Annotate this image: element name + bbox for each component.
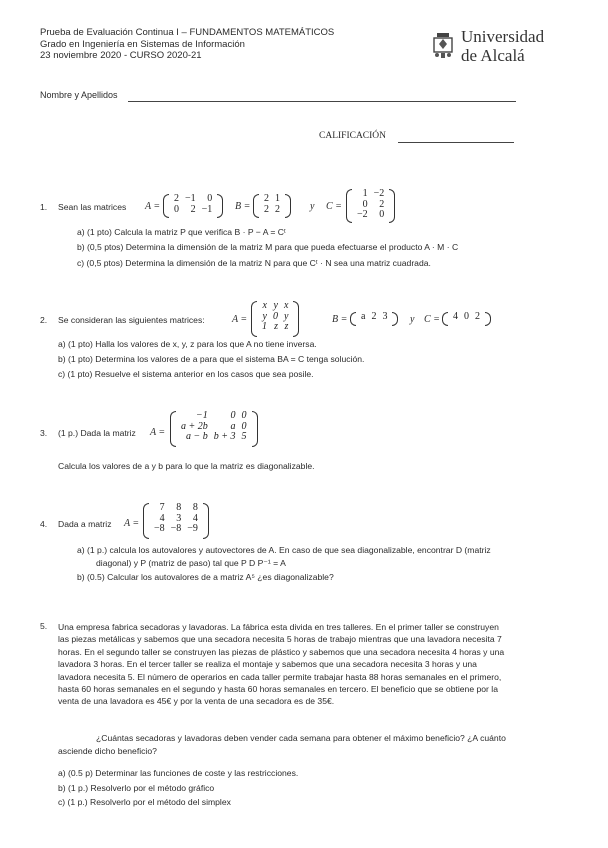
q2-intro: Se consideran las siguientes matrices:	[58, 315, 205, 325]
matrix-entry: 2	[190, 203, 196, 215]
matrix-entry: 1	[275, 193, 280, 204]
matrix-entry: 0	[207, 193, 213, 204]
q1-B-label: B =	[235, 201, 251, 212]
q1-intro: Sean las matrices	[58, 202, 127, 212]
matrix-entry: 0	[362, 198, 368, 210]
q4-number: 4.	[40, 519, 48, 529]
header-date: 23 noviembre 2020 - CURSO 2020-21	[40, 50, 202, 61]
q3-intro: (1 p.) Dada la matriz	[58, 428, 136, 438]
matrix-entry: −8	[170, 523, 182, 534]
matrix-entry: 2	[275, 203, 280, 215]
matrix-entry: 2	[174, 193, 179, 204]
matrix-entry: 0	[241, 410, 247, 421]
q5-line: venta de una lavadora es 45€ y por la venta de una secadora es de 35€.	[58, 696, 335, 707]
matrix-entry: x	[284, 300, 289, 311]
matrix-entry: a − b	[186, 431, 208, 442]
university-name: Universidad de Alcalá	[461, 27, 545, 65]
q1-matrix-A	[163, 194, 223, 218]
q2-matrix-B	[350, 312, 398, 326]
q2-matrix-A	[251, 301, 299, 337]
matrix-entry: −8	[154, 523, 165, 534]
matrix-entry: 3	[176, 512, 182, 524]
name-field[interactable]	[128, 101, 516, 102]
matrix-entry: 1	[362, 188, 368, 199]
q1-number: 1.	[40, 202, 48, 212]
matrix-entry: 4	[159, 512, 165, 524]
q4-part-a-line2: diagonal) y P (matriz de paso) tal que P D P⁻¹ = A	[96, 558, 286, 568]
matrix-entry: −1	[201, 203, 213, 215]
grade-label: CALIFICACIÓN	[319, 131, 387, 141]
matrix-entry: −1	[196, 410, 208, 421]
matrix-entry: −2	[357, 209, 368, 220]
university-crest-icon	[428, 30, 458, 60]
matrix-entry: z	[284, 321, 289, 332]
q1-and: y	[310, 201, 315, 212]
matrix-entry: 8	[192, 502, 198, 513]
q5-line: lavadora 3 horas. En el tercer taller se realiza el montaje y sabemos que una secadora necesita 3 horas y una	[58, 659, 477, 670]
q5-number: 5.	[40, 621, 48, 631]
university-logo	[428, 30, 458, 65]
matrix-entry: 0	[273, 310, 278, 322]
matrix-entry: y	[284, 310, 289, 322]
q2-and: y	[410, 314, 415, 325]
matrix-entry: 3	[382, 311, 388, 322]
q1-A-label: A =	[145, 201, 161, 212]
matrix-entry: 8	[176, 502, 182, 513]
q2-A-label: A =	[232, 314, 248, 325]
exam-header	[40, 27, 334, 62]
q4-part-b: b) (0.5) Calcular los autovalores de a matriz A⁵ ¿es diagonalizable?	[77, 572, 334, 582]
q2-part-a: a) (1 pto) Halla los valores de x, y, z para los que A no tiene inversa.	[58, 339, 317, 349]
matrix-entry: 2	[264, 203, 269, 215]
matrix-entry: 1	[262, 321, 267, 332]
q4-A-label: A =	[124, 518, 140, 529]
q5-line: las piezas metálicas y sabemos que una secadora necesita 5 horas de trabajo mientras que una lavadora necesita 7	[58, 634, 502, 645]
matrix-entry: x	[262, 300, 267, 311]
matrix-entry: 4	[192, 512, 198, 524]
q5-part-c: c) (1 p.) Resolverlo por el método del simplex	[58, 797, 231, 807]
q1-part-a: a) (1 pto) Calcula la matriz P que verifica B · P − A = Cᵗ	[77, 227, 286, 237]
matrix-entry: a + 2b	[181, 420, 208, 432]
matrix-entry: 2	[475, 311, 480, 322]
name-label: Nombre y Apellidos	[40, 90, 118, 100]
matrix-entry: 4	[453, 311, 458, 322]
matrix-entry: 0	[230, 410, 236, 421]
matrix-entry: z	[274, 321, 278, 332]
q1-matrix-C	[346, 189, 395, 223]
q2-C-label: C =	[424, 314, 440, 325]
matrix-entry: 0	[241, 420, 247, 432]
matrix-entry: −9	[187, 523, 198, 534]
matrix-entry: −1	[185, 193, 196, 204]
q3-matrix-A	[170, 411, 258, 447]
q2-part-b: b) (1 pto) Determina los valores de a para que el sistema BA = C tenga solución.	[58, 354, 365, 364]
matrix-entry: 0	[464, 311, 469, 322]
matrix-entry: 2	[264, 193, 269, 204]
q5-part-a: a) (0.5 p) Determinar las funciones de coste y las restricciones.	[58, 768, 299, 778]
q5-question-line2: asciende dicho beneficio?	[58, 746, 157, 756]
grade-field[interactable]	[398, 142, 514, 143]
q5-question-line1: ¿Cuántas secadoras y lavadoras deben vender cada semana para obtener el máximo beneficio? ¿A cuánto	[96, 733, 506, 743]
matrix-entry: 5	[241, 431, 247, 442]
matrix-entry: a	[361, 311, 366, 322]
q5-line: horas. En el segundo taller se construyen las piezas de plástico y sabemos que una secadora necesita 4 horas y una	[58, 646, 505, 657]
q3-text: Calcula los valores de a y b para lo que la matriz es diagonalizable.	[58, 461, 315, 471]
matrix-entry: 0	[379, 209, 385, 220]
matrix-entry: 2	[379, 198, 385, 210]
header-title: Prueba de Evaluación Continua I – FUNDAMENTOS MATEMÁTICOS	[40, 27, 335, 38]
q5-line: hasta 60 horas semanales en el segundo y hasta 60 horas semanales en tercero. El beneficio que se obtiene por la	[58, 684, 498, 695]
q2-part-c: c) (1 pto) Resuelve el sistema anterior en los casos que sea posile.	[58, 369, 314, 379]
q2-matrix-C	[442, 312, 491, 326]
q1-part-b: b) (0,5 ptos) Determina la dimensión de la matriz M para que pueda efectuarse el producto A · M · C	[77, 242, 459, 252]
matrix-entry: b + 3	[213, 431, 236, 442]
q4-part-a-line1: a) (1 p.) calcula los autovalores y autovectores de A. En caso de que sea diagonalizable, encontrar D (matriz	[77, 545, 491, 555]
matrix-entry: 2	[371, 311, 377, 322]
q5-line: lavadora necesita 5. El número de operarios en cada taller permite trabajar hasta 88 horas semanales en el primero,	[58, 671, 502, 682]
q2-B-label: B =	[332, 314, 348, 325]
matrix-entry: y	[273, 300, 278, 311]
q3-A-label: A =	[150, 427, 166, 438]
q2-number: 2.	[40, 315, 48, 325]
q1-matrix-B	[253, 194, 291, 218]
q1-part-c: c) (0,5 ptos) Determina la dimensión de la matriz N para que Cᵗ · N sea una matriz cuadrada.	[77, 258, 431, 268]
header-degree: Grado en Ingeniería en Sistemas de Información	[40, 38, 245, 50]
matrix-entry: 0	[174, 203, 179, 215]
matrix-entry: a	[230, 420, 236, 432]
q4-intro: Dada a matriz	[58, 519, 112, 529]
matrix-entry: −2	[373, 188, 385, 199]
q1-C-label: C =	[326, 201, 342, 212]
q3-number: 3.	[40, 428, 48, 438]
q4-matrix-A	[143, 503, 209, 539]
matrix-entry: y	[262, 310, 267, 322]
matrix-entry: 7	[159, 502, 165, 513]
q5-line: Una empresa fabrica secadoras y lavadoras. La fábrica esta divida en tres talleres. En el primer taller se construyen	[58, 622, 499, 632]
q5-statement	[58, 621, 580, 708]
q5-part-b: b) (1 p.) Resolverlo por el método gráfico	[58, 783, 215, 793]
